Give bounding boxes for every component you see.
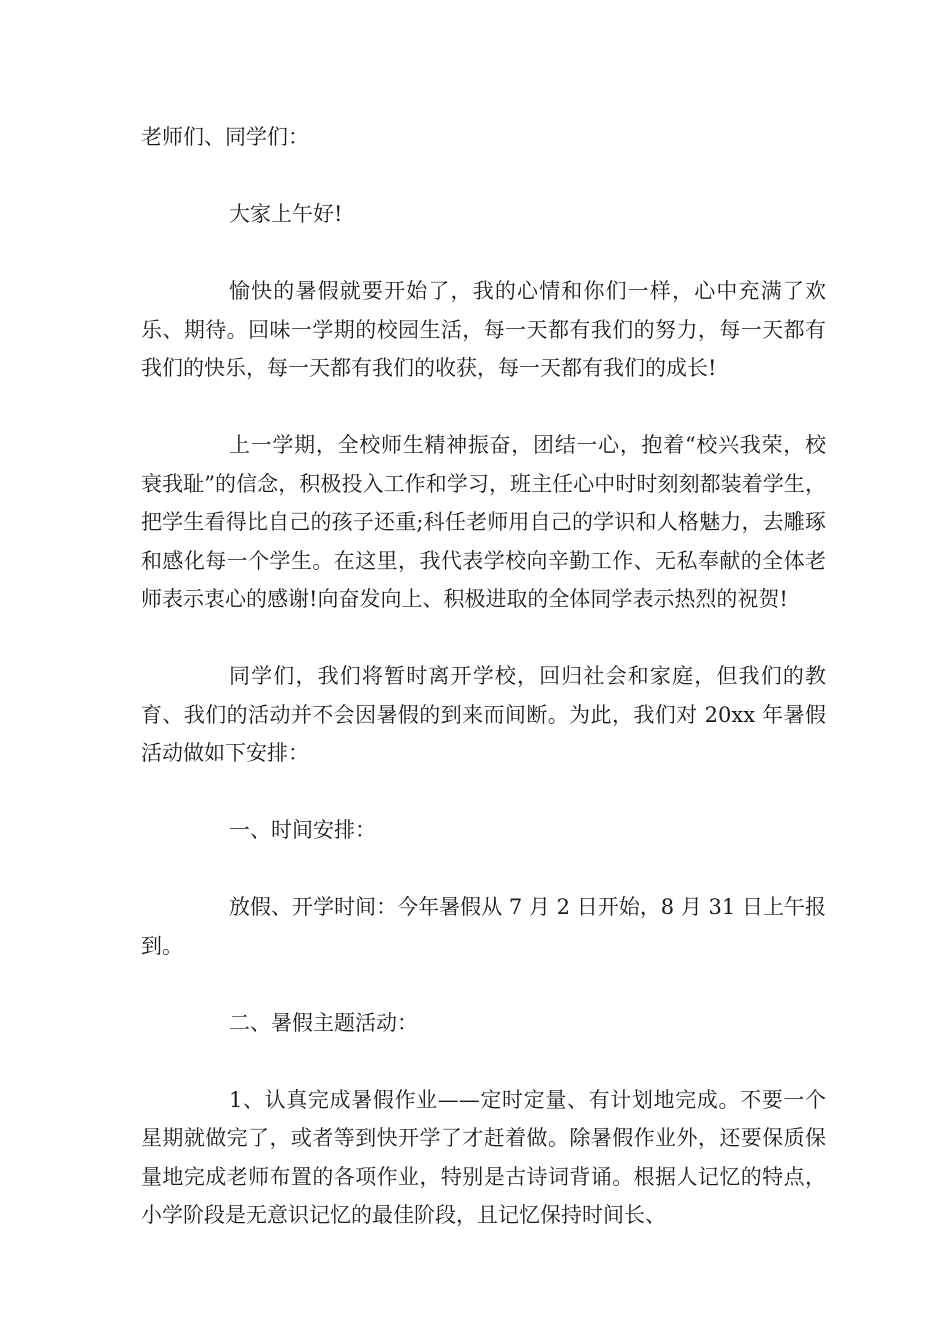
salutation: 老师们、同学们： [141, 125, 309, 149]
summer-intro-paragraph: 愉快的暑假就要开始了，我的心情和你们一样，心中充满了欢乐、期待。回味一学期的校园生活，每一天都有我们的努力，每一天都有我们的快乐，每一天都有我们的收获，每一天都有我们的成长! [141, 279, 826, 380]
semester-review-paragraph: 上一学期，全校师生精神振奋，团结一心，抱着“校兴我荣，校衰我耻”的信念，积极投入工作和学习，班主任心中时时刻刻都装着学生，把学生看得比自己的孩子还重;科任老师用自己的学识和人格魅力，去雕琢和感化每一个学生。在这里，我代表学校向辛勤工作、无私奉献的全体老师表示衷心的感谢!向奋发向上、积极进取的全体同学表示热烈的祝贺! [141, 433, 826, 611]
section-heading-time: 一、时间安排： [229, 818, 376, 842]
document-page [141, 118, 826, 1273]
section-heading-activities: 二、暑假主题活动： [229, 1010, 418, 1035]
greeting-paragraph: 大家上午好! [229, 202, 343, 226]
arrangement-intro-paragraph: 同学们，我们将暂时离开学校，回归社会和家庭，但我们的教育、我们的活动并不会因暑假的到来而间断。为此，我们对 20xx 年暑假活动做如下安排： [141, 664, 826, 765]
schedule-paragraph: 放假、开学时间：今年暑假从 7 月 2 日开始，8 月 31 日上午报到。 [141, 895, 826, 958]
homework-paragraph: 1、认真完成暑假作业——定时定量、有计划地完成。不要一个星期就做完了，或者等到快开学了才赶着做。除暑假作业外，还要保质保量地完成老师布置的各项作业，特别是古诗词背诵。根据人记忆的特点，小学阶段是无意识记忆的最佳阶段，且记忆保持时间长、 [141, 1087, 826, 1227]
